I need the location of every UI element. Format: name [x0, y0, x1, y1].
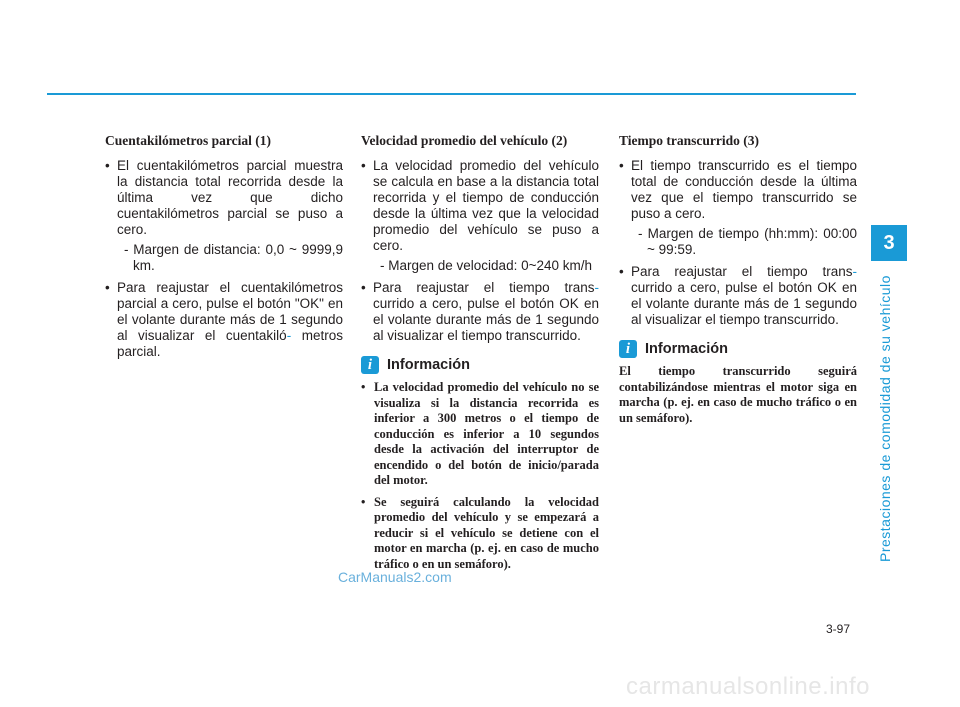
- chapter-title: Prestaciones de comodidad de su vehículo: [877, 275, 893, 562]
- list-item: • El cuentakilómetros parcial muestra la distancia total recorrida desde la última vez que dicho cuentakilómetros parcial se puso a cero. - Margen de distancia: 0,0 ~ 9999,9 km.: [105, 158, 343, 274]
- info-list: [361, 380, 599, 572]
- info-header: [361, 356, 599, 374]
- range-note: - Margen de distancia: 0,0 ~ 9999,9 km.: [124, 242, 343, 273]
- bullet-list: [105, 158, 343, 360]
- list-item: • La velocidad promedio del vehículo no se visualiza si la distancia recorrida es inferior a 300 metros o el tiempo de conducción es inferior a 10 segundos desde la activación del interruptor de encendido o del botón de inicio/parada del motor.: [361, 380, 599, 489]
- bullet-list: [619, 158, 857, 328]
- section-trip-odometer: [105, 133, 343, 366]
- range-note: - Margen de velocidad: 0~240 km/h: [380, 258, 592, 273]
- bullet-list: [361, 158, 599, 344]
- list-item: • Para reajustar el tiempo trans- currido a cero, pulse el botón OK en el volante durante más de 1 segundo al visualizar el tiempo transcurrido.: [619, 264, 857, 328]
- section-title: Cuentakilómetros parcial (1): [105, 133, 271, 148]
- list-item: • Se seguirá calculando la velocidad promedio del vehículo y se empezará a reducir si el vehículo se detiene con el motor en marcha (p. ej. en caso de mucho tráfico o en un semáforo).: [361, 495, 599, 573]
- list-item: • Para reajustar el cuentakilómetros parcial a cero, pulse el botón "OK" en el volante durante más de 1 segundo al visualizar el cuentakiló- metros parcial.: [105, 280, 343, 360]
- list-item: • El tiempo transcurrido es el tiempo total de conducción desde la última vez que el tiempo transcurrido se puso a cero. - Margen de tiempo (hh:mm): 00:00 ~ 99:59.: [619, 158, 857, 258]
- range-note: - Margen de tiempo (hh:mm): 00:00 ~ 99:59.: [638, 226, 857, 257]
- info-header: [619, 340, 857, 358]
- page-number: 3-97: [826, 622, 851, 636]
- section-elapsed-time: [619, 133, 857, 426]
- chapter-number-tab: 3: [871, 225, 907, 261]
- info-title: Información: [387, 357, 470, 373]
- list-item: • Para reajustar el tiempo trans- currido a cero, pulse el botón OK en el volante durante más de 1 segundo al visualizar el tiempo transcurrido.: [361, 280, 599, 344]
- info-i-icon: i: [361, 356, 379, 374]
- info-text: El tiempo transcurrido seguirá contabilizándose mientras el motor siga en marcha (p. ej. en caso de mucho tráfico o en un semáforo).: [619, 364, 857, 425]
- info-i-icon: i: [619, 340, 637, 358]
- info-title: Información: [645, 341, 728, 357]
- section-title: Tiempo transcurrido (3): [619, 133, 759, 148]
- watermark-carmanualsonline: carmanualsonline.info: [626, 673, 870, 700]
- watermark-carmanuals2: CarManuals2.com: [338, 569, 452, 585]
- section-average-speed: [361, 133, 599, 578]
- list-item: • La velocidad promedio del vehículo se calcula en base a la distancia total recorrida y el tiempo de conducción desde la última vez que la velocidad promedio del vehículo se puso a cero. - Margen de velocidad: 0~240 km/h: [361, 158, 599, 274]
- section-title: Velocidad promedio del vehículo (2): [361, 133, 568, 148]
- header-rule: [47, 93, 856, 95]
